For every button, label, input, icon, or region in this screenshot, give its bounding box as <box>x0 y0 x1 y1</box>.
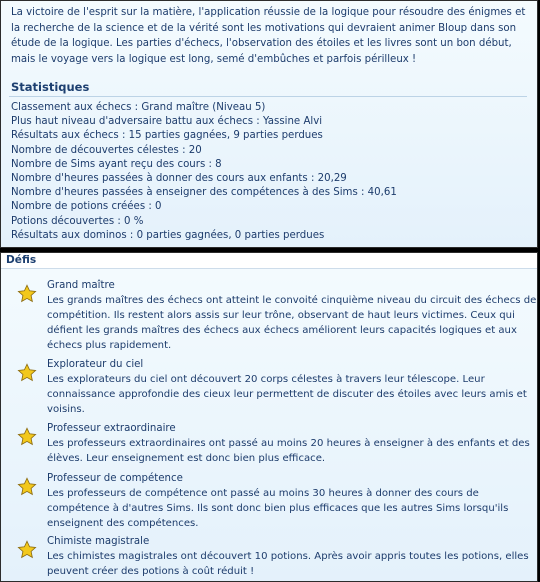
stat-potions-created: Nombre de potions créées : 0 <box>11 201 162 213</box>
challenge-name: Explorateur du ciel <box>47 359 144 370</box>
stats-heading: Statistiques <box>11 80 90 94</box>
skill-info-panel <box>0 0 538 248</box>
stat-sims-taught: Nombre de Sims ayant reçu des cours : 8 <box>11 158 222 170</box>
star-icon <box>17 284 37 304</box>
challenge-description: Les grands maîtres des échecs ont atteint le convoité cinquième niveau du circuit des échecs de compétition. Ils restent alors assis sur leur trône, observant de haut leurs victimes. Ceux qui défient les grands maîtres des échecs aux échecs améliorent leurs capacités logiques et aux échecs plus rapidement. <box>47 295 537 351</box>
challenges-panel <box>0 252 538 582</box>
challenges-header <box>1 253 537 269</box>
stat-potions-discovered: Potions découvertes : 0 % <box>11 215 144 227</box>
star-icon <box>17 363 37 383</box>
stat-celestial-discoveries: Nombre de découvertes célestes : 20 <box>11 144 202 156</box>
stat-hours-children: Nombre d'heures passées à donner des cours aux enfants : 20,29 <box>11 173 347 185</box>
stat-chess-rank: Classement aux échecs : Grand maître (Niveau 5) <box>11 102 266 113</box>
stats-list <box>11 101 397 243</box>
challenge-name: Grand maître <box>47 280 115 291</box>
star-icon <box>17 540 37 560</box>
stat-dominoes-results: Résultats aux dominos : 0 parties gagnées, 0 parties perdues <box>11 229 325 241</box>
stats-divider <box>9 96 527 97</box>
stat-chess-results: Résultats aux échecs : 15 parties gagnées, 9 parties perdues <box>11 130 323 142</box>
skill-intro-text: La victoire de l'esprit sur la matière, l'application réussie de la logique pour résoudre des énigmes et la recherche de la science et de la vérité sont les motivations qui devraient animer Bloup dans son étude de la logique. Les parties d'échecs, l'observation des étoiles et les livres sont un bon début, mais le voyage vers la logique est long, semé d'embûches et parfois périlleux ! <box>11 7 526 65</box>
challenges-heading: Défis <box>6 254 37 266</box>
challenge-name: Professeur de compétence <box>47 473 183 484</box>
challenge-name: Chimiste magistrale <box>47 536 150 547</box>
challenge-name: Professeur extraordinaire <box>47 423 176 434</box>
challenge-description: Les professeurs de compétence ont passé au moins 30 heures à donner des cours de compétence à d'autres Sims. Ils sont donc bien plus efficaces que les autres Sims lorsqu'ils enseignent des compétences. <box>47 488 509 529</box>
challenge-description: Les professeurs extraordinaires ont passé au moins 20 heures à enseigner à des enfants et des élèves. Leur enseignement est donc bien plus efficace. <box>47 438 530 464</box>
stat-hours-skills: Nombre d'heures passées à enseigner des compétences à des Sims : 40,61 <box>11 187 397 199</box>
challenge-description: Les explorateurs du ciel ont découvert 20 corps célestes à travers leur télescope. Leur connaissance approfondie des cieux leur permettent de discuter des étoiles avec leurs amis et voisins. <box>47 374 527 415</box>
star-icon <box>17 477 37 497</box>
star-icon <box>17 427 37 447</box>
stat-best-opponent: Plus haut niveau d'adversaire battu aux échecs : Yassine Alvi <box>11 116 323 128</box>
challenge-description: Les chimistes magistrales ont découvert 10 potions. Après avoir appris toutes les potions, elles peuvent créer des potions à coût réduit ! <box>47 551 529 577</box>
